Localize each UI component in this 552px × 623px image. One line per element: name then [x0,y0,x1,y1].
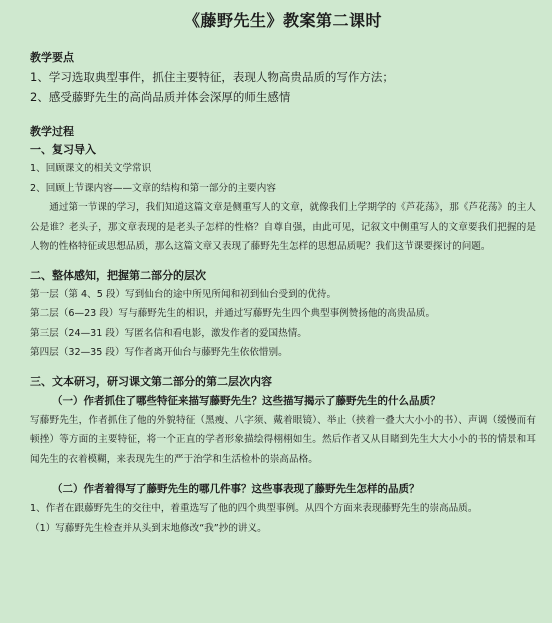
layer-2: 第二层（6—23 段）写与藤野先生的相识，并通过写藤野先生四个典型事例赞扬他的高贵品质。 [30,308,436,319]
question-2: （二）作者着得写了藤野先生的哪几件事？这些事表现了藤野先生怎样的品质？ [52,483,420,495]
answer-2-item-1: （1）写藤野先生检查并从头到末地修改“我”抄的讲义。 [30,522,267,534]
key-points-heading: 教学要点 [30,51,74,64]
section-1-heading: 一、复习导入 [30,143,96,156]
layer-1: 第一层（第 4、5 段）写到仙台的途中所见所闻和初到仙台受到的优待。 [30,288,337,300]
section-1-paragraph: 通过第一节课的学习，我们知道这篇文章是侧重写人的文章，就像我们上学期学的《芦花荡》，那《芦花荡》的主人公是谁？老头子，那文章表现的是老头子怎样的性格？自尊自强，由此可见，记叙文中侧重写人的文章要我们把握的是人物的性格特征或思想品质，那么这篇文章又表现了藤野先生怎样的思想品质呢？我们这节课要探讨的问题。 [30,202,536,252]
answer-1: 写藤野先生，作者抓住了他的外貌特征（黑瘦、八字须、戴着眼镜）、举止（挟着一叠大大小小的书）、声调（缓慢而有顿挫）等方面的主要特征，将一个正直的学者形象描绘得栩栩如生。然后作者又从目睹到先生大大小小的书的情景和耳闻先生的衣着模糊，来表现先生的严于治学和生活检朴的崇高品格。 [30,414,536,465]
document-title: 《藤野先生》教案第二课时 [183,11,382,30]
section-1-line-1: 1、回顾课文的相关文学常识 [30,163,152,174]
section-3-heading: 三、文本研习，研习课文第二部分的第二层次内容 [30,374,272,388]
section-1-line-2: 2、回顾上节课内容——文章的结构和第一部分的主要内容 [30,182,276,194]
layer-3: 第三层（24—31 段）写匿名信和看电影，激发作者的爱国热情。 [30,327,307,339]
process-heading: 教学过程 [30,125,74,138]
section-2-heading: 二、整体感知，把握第二部分的层次 [30,268,206,282]
question-1: （一）作者抓住了哪些特征来描写藤野先生？这些描写揭示了藤野先生的什么品质？ [52,394,441,407]
key-point-1: 1、学习选取典型事件，抓住主要特征，表现人物高贵品质的写作方法； [30,70,394,84]
answer-2: 1、作者在跟藤野先生的交往中，着重选写了他的四个典型事例。从四个方面来表现藤野先生的崇高品质。 [30,503,478,514]
layer-4: 第四层（32—35 段）写作者离开仙台与藤野先生依依惜别。 [30,347,288,358]
key-point-2: 2、感受藤野先生的高尚品质并体会深厚的师生感情 [30,90,291,104]
